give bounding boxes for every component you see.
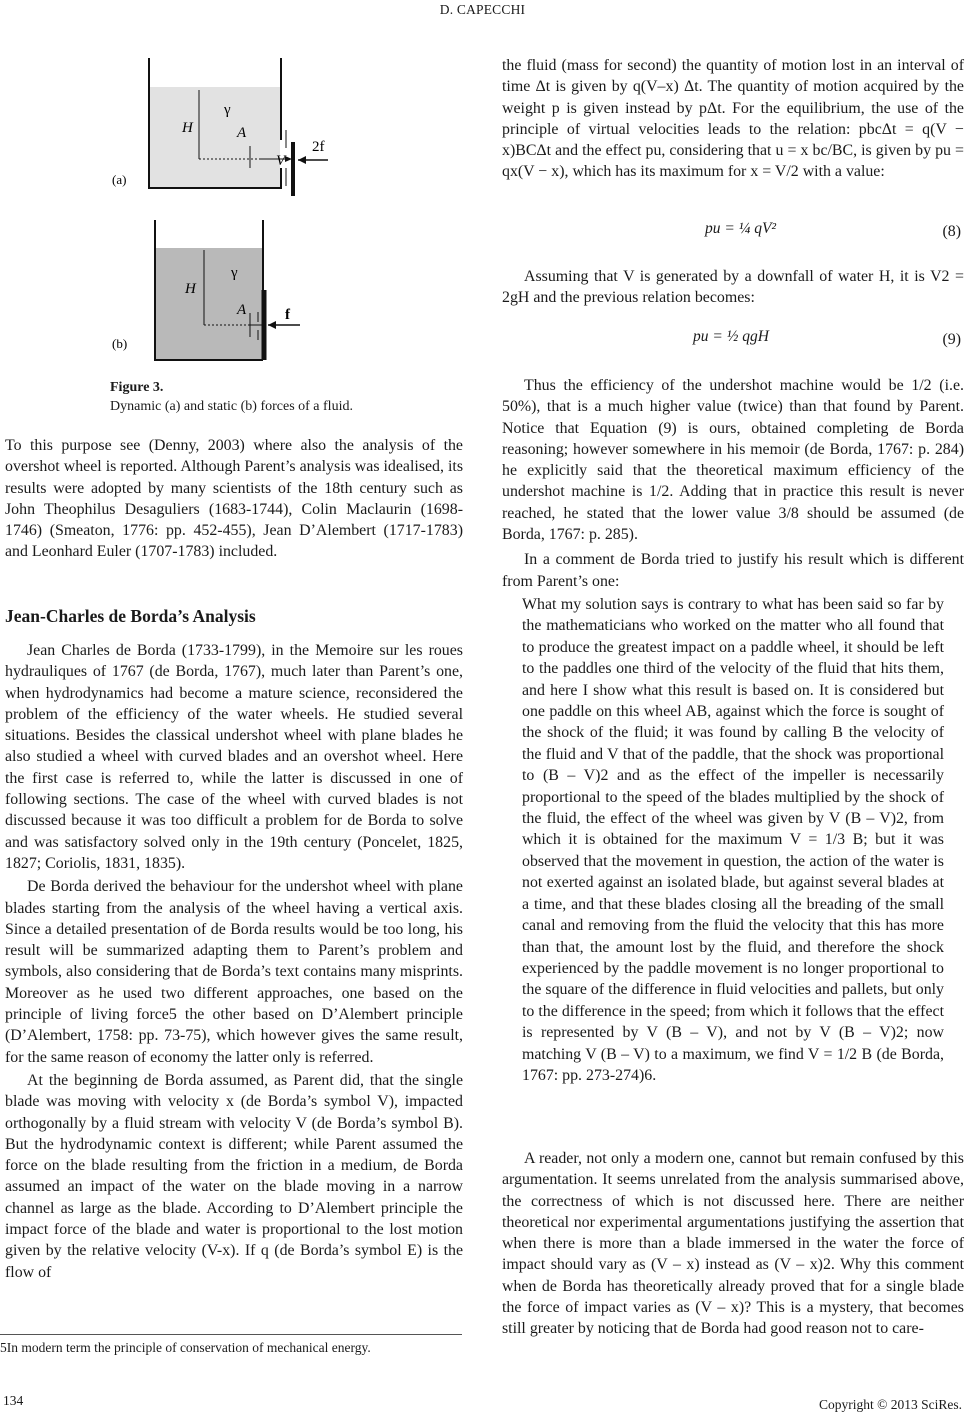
running-header: D. CAPECCHI (439, 2, 526, 17)
label-A-a: A (237, 125, 247, 141)
caption-text: Dynamic (a) and static (b) forces of a fluid. (110, 399, 353, 414)
footnote-rule (0, 1334, 462, 1335)
block-quote: What my solution says is contrary to what has been said so far by the mathematicians who worked on the matter who all found that to produce the greatest impact on a paddle wheel, it should be left to the paddles one third of the velocity of the fluid that hits them, and here I show what this result is based on. It is considered but one paddle on this wheel AB, against which the force is sought of the shock of the fluid; it was found by calling B the velocity of the fluid and V that of the paddle, that the shock was proportional to (B – V)2 and as the effect of the impeller is necessarily proportional to the speed of the blades multiplied by the shock of the fluid, the effect of the wheel was given by V (B – V)2, from which it is obtained for the maximum V = 1/3 B; but it was observed that the movement in question, the action of the water is not exerted against an isolated blade, but against several blades at a time, and that these blades closing all the breading of the small canal and removing from the fluid the velocity that this has more than that, the amount lost by the fluid, and therefore the shock experienced by the paddle movement is no longer proportional to the square of the difference in fluid velocities and pallets, but only to the difference in the speed; from which it follows that the effect is represented by V (B – V), and not by V (B – V)2; now matching V (B – V) to a maximum, we find V = 1/2 B (de Borda, 1767: pp. 273-274)6. (522, 596, 944, 1084)
paragraph: To this purpose see (Denny, 2003) where also the analysis of the overshot wheel is reported. Although Parent’s analysis was idealised, its results were adopted by many scientists of the 18th century such as John Theophilus Desaguliers (1683-1744), Colin Maclaurin (1698-1746) (Smeaton, 1776: pp. 452-455), Jean D’Alembert (1717-1783) and Leonhard Euler (1707-1783) included. (5, 437, 463, 561)
paragraph: Thus the efficiency of the undershot machine would be 1/2 (i.e. 50%), that is a much higher value (twice) than that found by Parent. Notice that Equation (9) is ours, obtained completing de Borda reasoning; however somewhere in his memoir (de Borda, 1767: p. 284) he explicitly said that the theoretical maximum efficiency of the undershot machine is 1/2. Adding that in practice this result is never reached, he stated that the lower value 3/8 should be assumed (de Borda, 1767: p. 285). (502, 377, 964, 544)
right-paragraph-5 (502, 1148, 964, 1340)
equation-9-number: (9) (942, 331, 961, 348)
section-heading: Jean-Charles de Borda’s Analysis (5, 606, 256, 626)
footnote: 5In modern term the principle of conservation of mechanical energy. (0, 1340, 371, 1355)
paragraph: Jean Charles de Borda (1733-1799), in the Memoire sur les roues hydrauliques of 1767 (de Borda, 1767), much later than Parent’s one, when hydrodynamics had become a mature science, reconsidered the problem of the efficiency of the water wheels. He studied several situations. Besides the classical undershot wheel with plane blades he also studied a wheel with curved blades and an overshot wheel. Here the first case is referred to, while the latter is discussed in one of following sections. The case of the wheel with curved blades is not discussed because it was too difficult a problem for de Borda to solve and was satisfactory solved only in the 19th century (Poncelet, 1825, 1827; Coriolis, 1831, 1835). (5, 642, 463, 872)
paragraph: At the beginning de Borda assumed, as Parent did, that the single blade was moving with velocity x (de Borda’s symbol V), impacted orthogonally by a fluid stream with velocity V (de Borda’s symbol B). But the hydrodynamic context is different; while Parent assumed the force on the blade resulting from the friction in a medium, de Borda assumed an impact of the water on the blade moving in a narrow channel as large as the blade. According to D’Alembert principle the impact force of the blade and water is proportional to the lost motion given by the relative velocity (V-x). If q (de Borda’s symbol E) is the flow of (5, 1071, 463, 1281)
left-paragraph-1 (5, 435, 463, 563)
label-gamma-b: γ (231, 265, 238, 281)
figure-caption (110, 378, 450, 416)
label-f: f (285, 307, 290, 323)
left-paragraphs (5, 640, 463, 1283)
page-number: 134 (3, 1393, 24, 1408)
equation-8-number: (8) (942, 223, 961, 240)
label-H-a: H (182, 120, 193, 136)
paragraph: A reader, not only a modern one, cannot but remain confused by this argumentation. It seems unrelated from the analysis summarised above, the correctness of which is not discussed here. There are neither theoretical nor experimental argumentations justifying the assertion that when there is more than a blade immersed in the water the force of impact should vary as (V – x) instead as (V – x)2. Why this comment when de Borda has theoretically already proved that for a single blade the force of impact varies as (V – x)? This is a mystery, that becomes still greater by noticing that de Borda had good reason not to care- (502, 1150, 964, 1338)
label-a: (a) (112, 172, 127, 187)
right-paragraphs (502, 375, 964, 592)
fluid-a (150, 87, 280, 187)
caption-title: Figure 3. (110, 380, 164, 395)
right-paragraph-2 (502, 266, 964, 309)
label-V: V (276, 153, 286, 169)
right-paragraph-1 (502, 55, 964, 183)
label-b: (b) (112, 336, 128, 351)
label-A-b: A (237, 302, 247, 318)
copyright: Copyright © 2013 SciRes. (818, 1397, 962, 1412)
paragraph: De Borda derived the behaviour for the undershot wheel with plane blades starting from the analysis of the wheel having a vertical axis. Since a detailed presentation of de Borda results would be too long, his result will be summarized adapting them to Parent’s problem and symbols, also considering that de Borda’s text contains many misprints. Moreover as he used two different approaches, one based on the principle of living force5 the other based on D’Alembert principle (D’Alembert, 1758: pp. 73-75), which however gives the same result, for the same reason of economy the latter only is referred. (5, 878, 463, 1066)
label-gamma-a: γ (224, 102, 231, 118)
fluid-b (156, 248, 264, 360)
figure-3-drawing (100, 50, 430, 370)
label-H-b: H (185, 281, 196, 297)
equation-8: pu = ¼ qV² (705, 220, 777, 237)
paragraph: Assuming that V is generated by a downfall of water H, it is V2 = 2gH and the previous relation becomes: (502, 268, 964, 307)
equation-9: pu = ½ qgH (693, 328, 769, 345)
paragraph: the fluid (mass for second) the quantity of motion lost in an interval of time Δt is given by q(V–x) Δt. The quantity of motion acquired by the weight p is given instead by pΔt. For the equilibrium, the use of the principle of virtual velocities leads to the relation: pbcΔt = q(V − x)BCΔt and the effect pu, considering that u = x bc/BC, is given by pu = qx(V − x), which has its maximum for x = V/2 with a value: (502, 57, 964, 181)
label-2f: 2f (312, 139, 325, 155)
paragraph: In a comment de Borda tried to justify his result which is different from Parent’s one: (502, 551, 964, 590)
figure-3 (100, 50, 430, 370)
